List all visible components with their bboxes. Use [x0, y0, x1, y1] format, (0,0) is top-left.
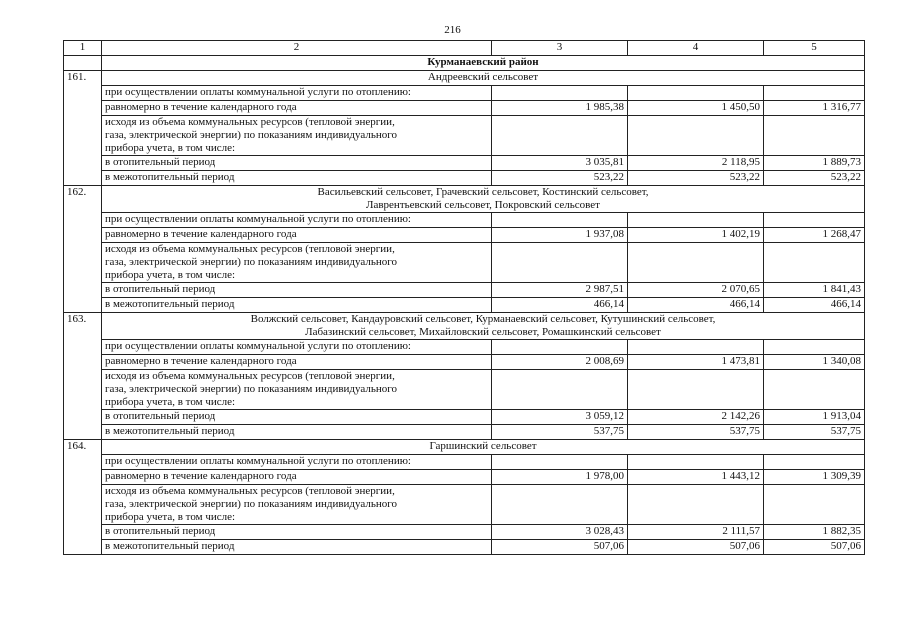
value-col-3: 3 035,81 [492, 156, 628, 171]
value-col-5: 1 316,77 [764, 101, 865, 116]
row-label: исходя из объема коммунальных ресурсов (тепловой энергии, газа, электрической энергии) по показаниям индивидуального прибора учета, в том числе: [102, 116, 492, 156]
table-row [64, 370, 865, 410]
value-col-5 [764, 116, 865, 156]
value-col-5: 1 882,35 [764, 525, 865, 540]
row-label: при осуществлении оплаты коммунальной услуги по отоплению: [102, 455, 492, 470]
table-row [64, 243, 865, 283]
value-col-3: 1 985,38 [492, 101, 628, 116]
row-label: при осуществлении оплаты коммунальной услуги по отоплению: [102, 86, 492, 101]
value-col-5 [764, 340, 865, 355]
row-label: равномерно в течение календарного года [102, 101, 492, 116]
header-col-3: 3 [492, 41, 628, 56]
header-col-2: 2 [102, 41, 492, 56]
table-row [64, 355, 865, 370]
value-col-5: 466,14 [764, 298, 865, 313]
table-row [64, 228, 865, 243]
table-row [64, 86, 865, 101]
table-row [64, 485, 865, 525]
row-label: при осуществлении оплаты коммунальной услуги по отоплению: [102, 213, 492, 228]
value-col-5: 1 841,43 [764, 283, 865, 298]
row-label: в отопительный период [102, 410, 492, 425]
table-row [64, 116, 865, 156]
section-number: 163. [64, 313, 102, 440]
row-label: в межотопительный период [102, 540, 492, 555]
value-col-3: 2 987,51 [492, 283, 628, 298]
value-col-5 [764, 243, 865, 283]
tariff-table [63, 40, 865, 555]
value-col-3: 466,14 [492, 298, 628, 313]
value-col-4 [628, 455, 764, 470]
table-row [64, 171, 865, 186]
table-row [64, 425, 865, 440]
value-col-4: 537,75 [628, 425, 764, 440]
value-col-5: 1 309,39 [764, 470, 865, 485]
value-col-5 [764, 455, 865, 470]
value-col-3: 3 059,12 [492, 410, 628, 425]
table-row [64, 298, 865, 313]
row-label: равномерно в течение календарного года [102, 355, 492, 370]
value-col-3 [492, 340, 628, 355]
value-col-3 [492, 370, 628, 410]
value-col-3 [492, 213, 628, 228]
value-col-5: 1 340,08 [764, 355, 865, 370]
row-label: исходя из объема коммунальных ресурсов (тепловой энергии, газа, электрической энергии) по показаниям индивидуального прибора учета, в том числе: [102, 370, 492, 410]
table-row [64, 455, 865, 470]
value-col-4: 507,06 [628, 540, 764, 555]
value-col-4: 2 111,57 [628, 525, 764, 540]
district-number-cell [64, 56, 102, 71]
value-col-5 [764, 370, 865, 410]
section-header-row [64, 71, 865, 86]
value-col-3 [492, 116, 628, 156]
section-title: Васильевский сельсовет, Грачевский сельсовет, Костинский сельсовет, Лаврентьевский сельсовет, Покровский сельсовет [102, 186, 865, 213]
value-col-3 [492, 455, 628, 470]
row-label: в межотопительный период [102, 171, 492, 186]
value-col-4: 1 473,81 [628, 355, 764, 370]
value-col-4: 2 142,26 [628, 410, 764, 425]
section-title: Волжский сельсовет, Кандауровский сельсовет, Курманаевский сельсовет, Кутушинский сельсовет, Лабазинский сельсовет, Михайловский сельсовет, Ромашкинский сельсовет [102, 313, 865, 340]
section-number: 161. [64, 71, 102, 186]
value-col-4: 1 450,50 [628, 101, 764, 116]
row-label: в отопительный период [102, 156, 492, 171]
value-col-3: 537,75 [492, 425, 628, 440]
tariff-table-body [64, 41, 865, 555]
row-label: равномерно в течение календарного года [102, 228, 492, 243]
row-label: в отопительный период [102, 283, 492, 298]
value-col-4: 1 443,12 [628, 470, 764, 485]
value-col-3: 507,06 [492, 540, 628, 555]
header-col-1: 1 [64, 41, 102, 56]
district-title: Курманаевский район [102, 56, 865, 71]
value-col-4 [628, 86, 764, 101]
value-col-4 [628, 370, 764, 410]
row-label: при осуществлении оплаты коммунальной услуги по отоплению: [102, 340, 492, 355]
table-row [64, 283, 865, 298]
table-row [64, 340, 865, 355]
table-row [64, 156, 865, 171]
value-col-3: 1 937,08 [492, 228, 628, 243]
header-col-5: 5 [764, 41, 865, 56]
table-row [64, 470, 865, 485]
section-number: 162. [64, 186, 102, 313]
value-col-5: 1 889,73 [764, 156, 865, 171]
value-col-5 [764, 86, 865, 101]
value-col-5 [764, 485, 865, 525]
table-row [64, 410, 865, 425]
section-header-row [64, 186, 865, 213]
header-row [64, 41, 865, 56]
value-col-3 [492, 243, 628, 283]
value-col-4: 1 402,19 [628, 228, 764, 243]
value-col-3: 2 008,69 [492, 355, 628, 370]
table-row [64, 101, 865, 116]
row-label: исходя из объема коммунальных ресурсов (тепловой энергии, газа, электрической энергии) по показаниям индивидуального прибора учета, в том числе: [102, 243, 492, 283]
value-col-4: 2 118,95 [628, 156, 764, 171]
section-header-row [64, 313, 865, 340]
row-label: исходя из объема коммунальных ресурсов (тепловой энергии, газа, электрической энергии) по показаниям индивидуального прибора учета, в том числе: [102, 485, 492, 525]
section-header-row [64, 440, 865, 455]
row-label: в межотопительный период [102, 425, 492, 440]
value-col-3: 3 028,43 [492, 525, 628, 540]
value-col-4 [628, 213, 764, 228]
section-title: Андреевский сельсовет [102, 71, 865, 86]
header-col-4: 4 [628, 41, 764, 56]
value-col-5: 523,22 [764, 171, 865, 186]
value-col-4: 2 070,65 [628, 283, 764, 298]
value-col-3 [492, 485, 628, 525]
page-number: 216 [444, 24, 461, 36]
table-row [64, 540, 865, 555]
table-row [64, 213, 865, 228]
value-col-4: 466,14 [628, 298, 764, 313]
value-col-4: 523,22 [628, 171, 764, 186]
value-col-4 [628, 243, 764, 283]
table-row [64, 525, 865, 540]
value-col-4 [628, 340, 764, 355]
row-label: равномерно в течение календарного года [102, 470, 492, 485]
district-row [64, 56, 865, 71]
value-col-5: 1 913,04 [764, 410, 865, 425]
row-label: в межотопительный период [102, 298, 492, 313]
value-col-3 [492, 86, 628, 101]
value-col-3: 1 978,00 [492, 470, 628, 485]
value-col-5 [764, 213, 865, 228]
section-title: Гаршинский сельсовет [102, 440, 865, 455]
value-col-3: 523,22 [492, 171, 628, 186]
value-col-4 [628, 116, 764, 156]
value-col-4 [628, 485, 764, 525]
value-col-5: 537,75 [764, 425, 865, 440]
row-label: в отопительный период [102, 525, 492, 540]
section-number: 164. [64, 440, 102, 555]
value-col-5: 1 268,47 [764, 228, 865, 243]
value-col-5: 507,06 [764, 540, 865, 555]
